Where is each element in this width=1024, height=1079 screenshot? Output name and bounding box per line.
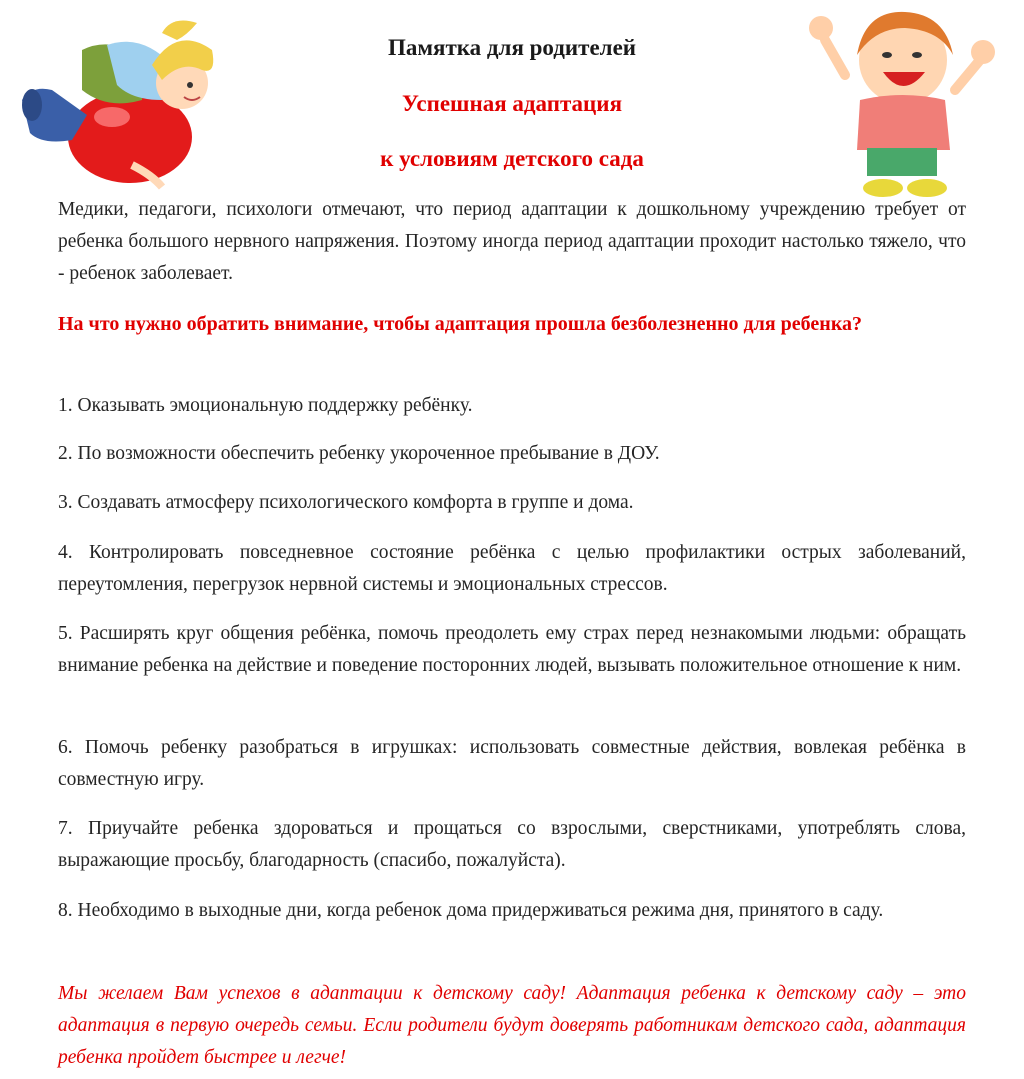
list-item: 5. Расширять круг общения ребёнка, помочь преодолеть ему страх перед незнакомыми людьми: обращать внимание ребенка на действие и поведение посторонних людей, вызывать положительное отношение к ним. (58, 623, 966, 676)
list-item: 2. По возможности обеспечить ребенку укороченное пребывание в ДОУ. (58, 443, 660, 464)
page-title: Памятка для родителей (387, 35, 637, 60)
list-item: 3. Создавать атмосферу психологического комфорта в группе и дома. (58, 492, 634, 513)
subtitle-line-2: к условиям детского сада (380, 146, 644, 171)
question-heading: На что нужно обратить внимание, чтобы адаптация прошла безболезненно для ребенка? (58, 313, 863, 335)
intro-paragraph: Медики, педагоги, психологи отмечают, что период адаптации к дошкольному учреждению требует от ребенка большого нервного напряжения. Поэтому иногда период адаптации проходит настолько тяжело, что - ребенок заболевает. (58, 199, 966, 284)
list-item: 7. Приучайте ребенка здороваться и прощаться со взрослыми, сверстниками, употреблять слова, выражающие просьбу, благодарность (спасибо, пожалуйста). (58, 818, 966, 871)
list-item: 1. Оказывать эмоциональную поддержку ребёнку. (58, 395, 473, 416)
list-item: 4. Контролировать повседневное состояние ребёнка с целью профилактики острых заболеваний, переутомления, перегрузок нервной системы и эмоциональных стрессов. (58, 542, 966, 595)
closing-message: Мы желаем Вам успехов в адаптации к детскому саду! Адаптация ребенка к детскому саду – это адаптация в первую очередь семьи. Если родители будут доверять работникам детского сада, адаптация ребенка пройдет быстрее и легче! (58, 983, 966, 1068)
subtitle-line-1: Успешная адаптация (401, 91, 623, 116)
list-item: 6. Помочь ребенку разобраться в игрушках: использовать совместные действия, вовлекая ребёнка в совместную игру. (58, 737, 966, 790)
list-item: 8. Необходимо в выходные дни, когда ребенок дома придерживаться режима дня, принятого в саду. (58, 900, 884, 921)
